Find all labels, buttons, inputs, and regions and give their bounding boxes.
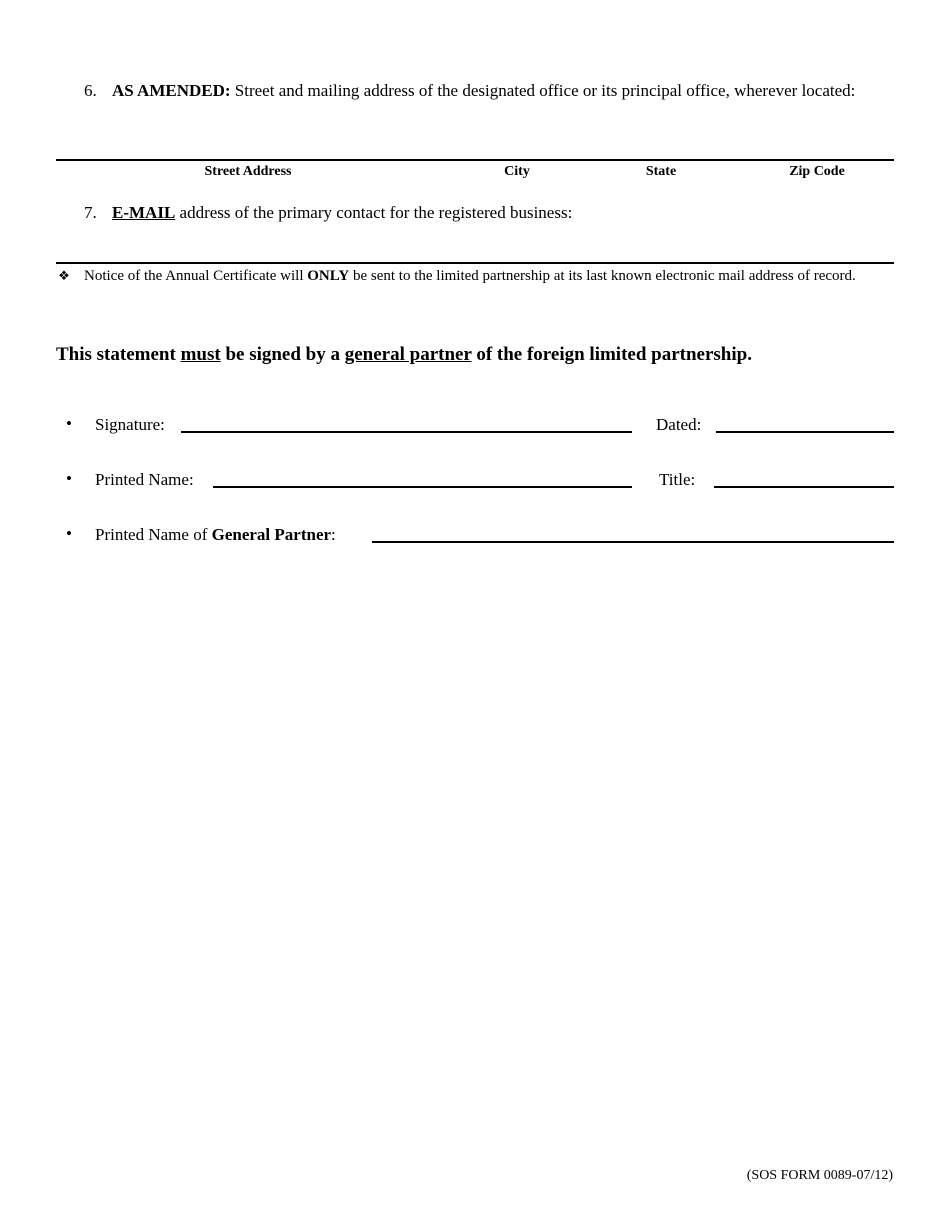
column-state: State xyxy=(645,164,677,179)
item-number: 7. xyxy=(84,203,97,222)
notice-text-end: be sent to the limited partnership at its last known electronic mail address of record. xyxy=(349,268,856,284)
item-label: AS AMENDED: xyxy=(112,81,231,100)
column-zip-code: Zip Code xyxy=(789,164,845,179)
item-number: 6. xyxy=(84,81,97,100)
dated-line[interactable] xyxy=(716,431,894,433)
title-label: Title: xyxy=(659,470,696,489)
email-input-line[interactable] xyxy=(56,262,894,264)
notice-text: Notice of the Annual Certificate will xyxy=(84,268,308,284)
general-partner-line[interactable] xyxy=(372,541,894,543)
address-input-line[interactable] xyxy=(56,159,894,161)
column-city: City xyxy=(504,164,530,179)
item-7 xyxy=(84,202,894,224)
title-line[interactable] xyxy=(714,486,894,488)
statement-must: must xyxy=(180,344,221,365)
gp-bold: General Partner xyxy=(211,525,332,544)
statement-text: of the foreign limited partnership. xyxy=(471,344,752,365)
statement-text: This statement xyxy=(56,344,181,365)
item-text: address of the primary contact for the registered business: xyxy=(175,203,573,222)
general-partner-label xyxy=(95,524,336,546)
printed-name-label: Printed Name: xyxy=(95,470,194,489)
signature-statement xyxy=(56,344,752,366)
column-street-address: Street Address xyxy=(204,164,292,179)
statement-general-partner: general partner xyxy=(344,344,472,365)
bullet-icon: • xyxy=(66,414,72,433)
statement-text: be signed by a xyxy=(220,344,345,365)
form-number-footer: (SOS FORM 0089-07/12) xyxy=(746,1168,893,1183)
item-6 xyxy=(84,80,894,102)
notice xyxy=(56,266,894,286)
dated-label: Dated: xyxy=(656,415,702,434)
gp-prefix: Printed Name of xyxy=(95,525,212,544)
diamond-bullet-icon: ❖ xyxy=(58,268,70,283)
item-text: Street and mailing address of the designated office or its principal office, wherever located: xyxy=(230,81,856,100)
signature-line[interactable] xyxy=(181,431,632,433)
bullet-icon: • xyxy=(66,524,72,543)
printed-name-line[interactable] xyxy=(213,486,632,488)
bullet-icon: • xyxy=(66,469,72,488)
item-label: E-MAIL xyxy=(112,203,176,222)
signature-label: Signature: xyxy=(95,415,165,434)
gp-colon: : xyxy=(331,525,336,544)
notice-emphasis: ONLY xyxy=(307,268,350,284)
